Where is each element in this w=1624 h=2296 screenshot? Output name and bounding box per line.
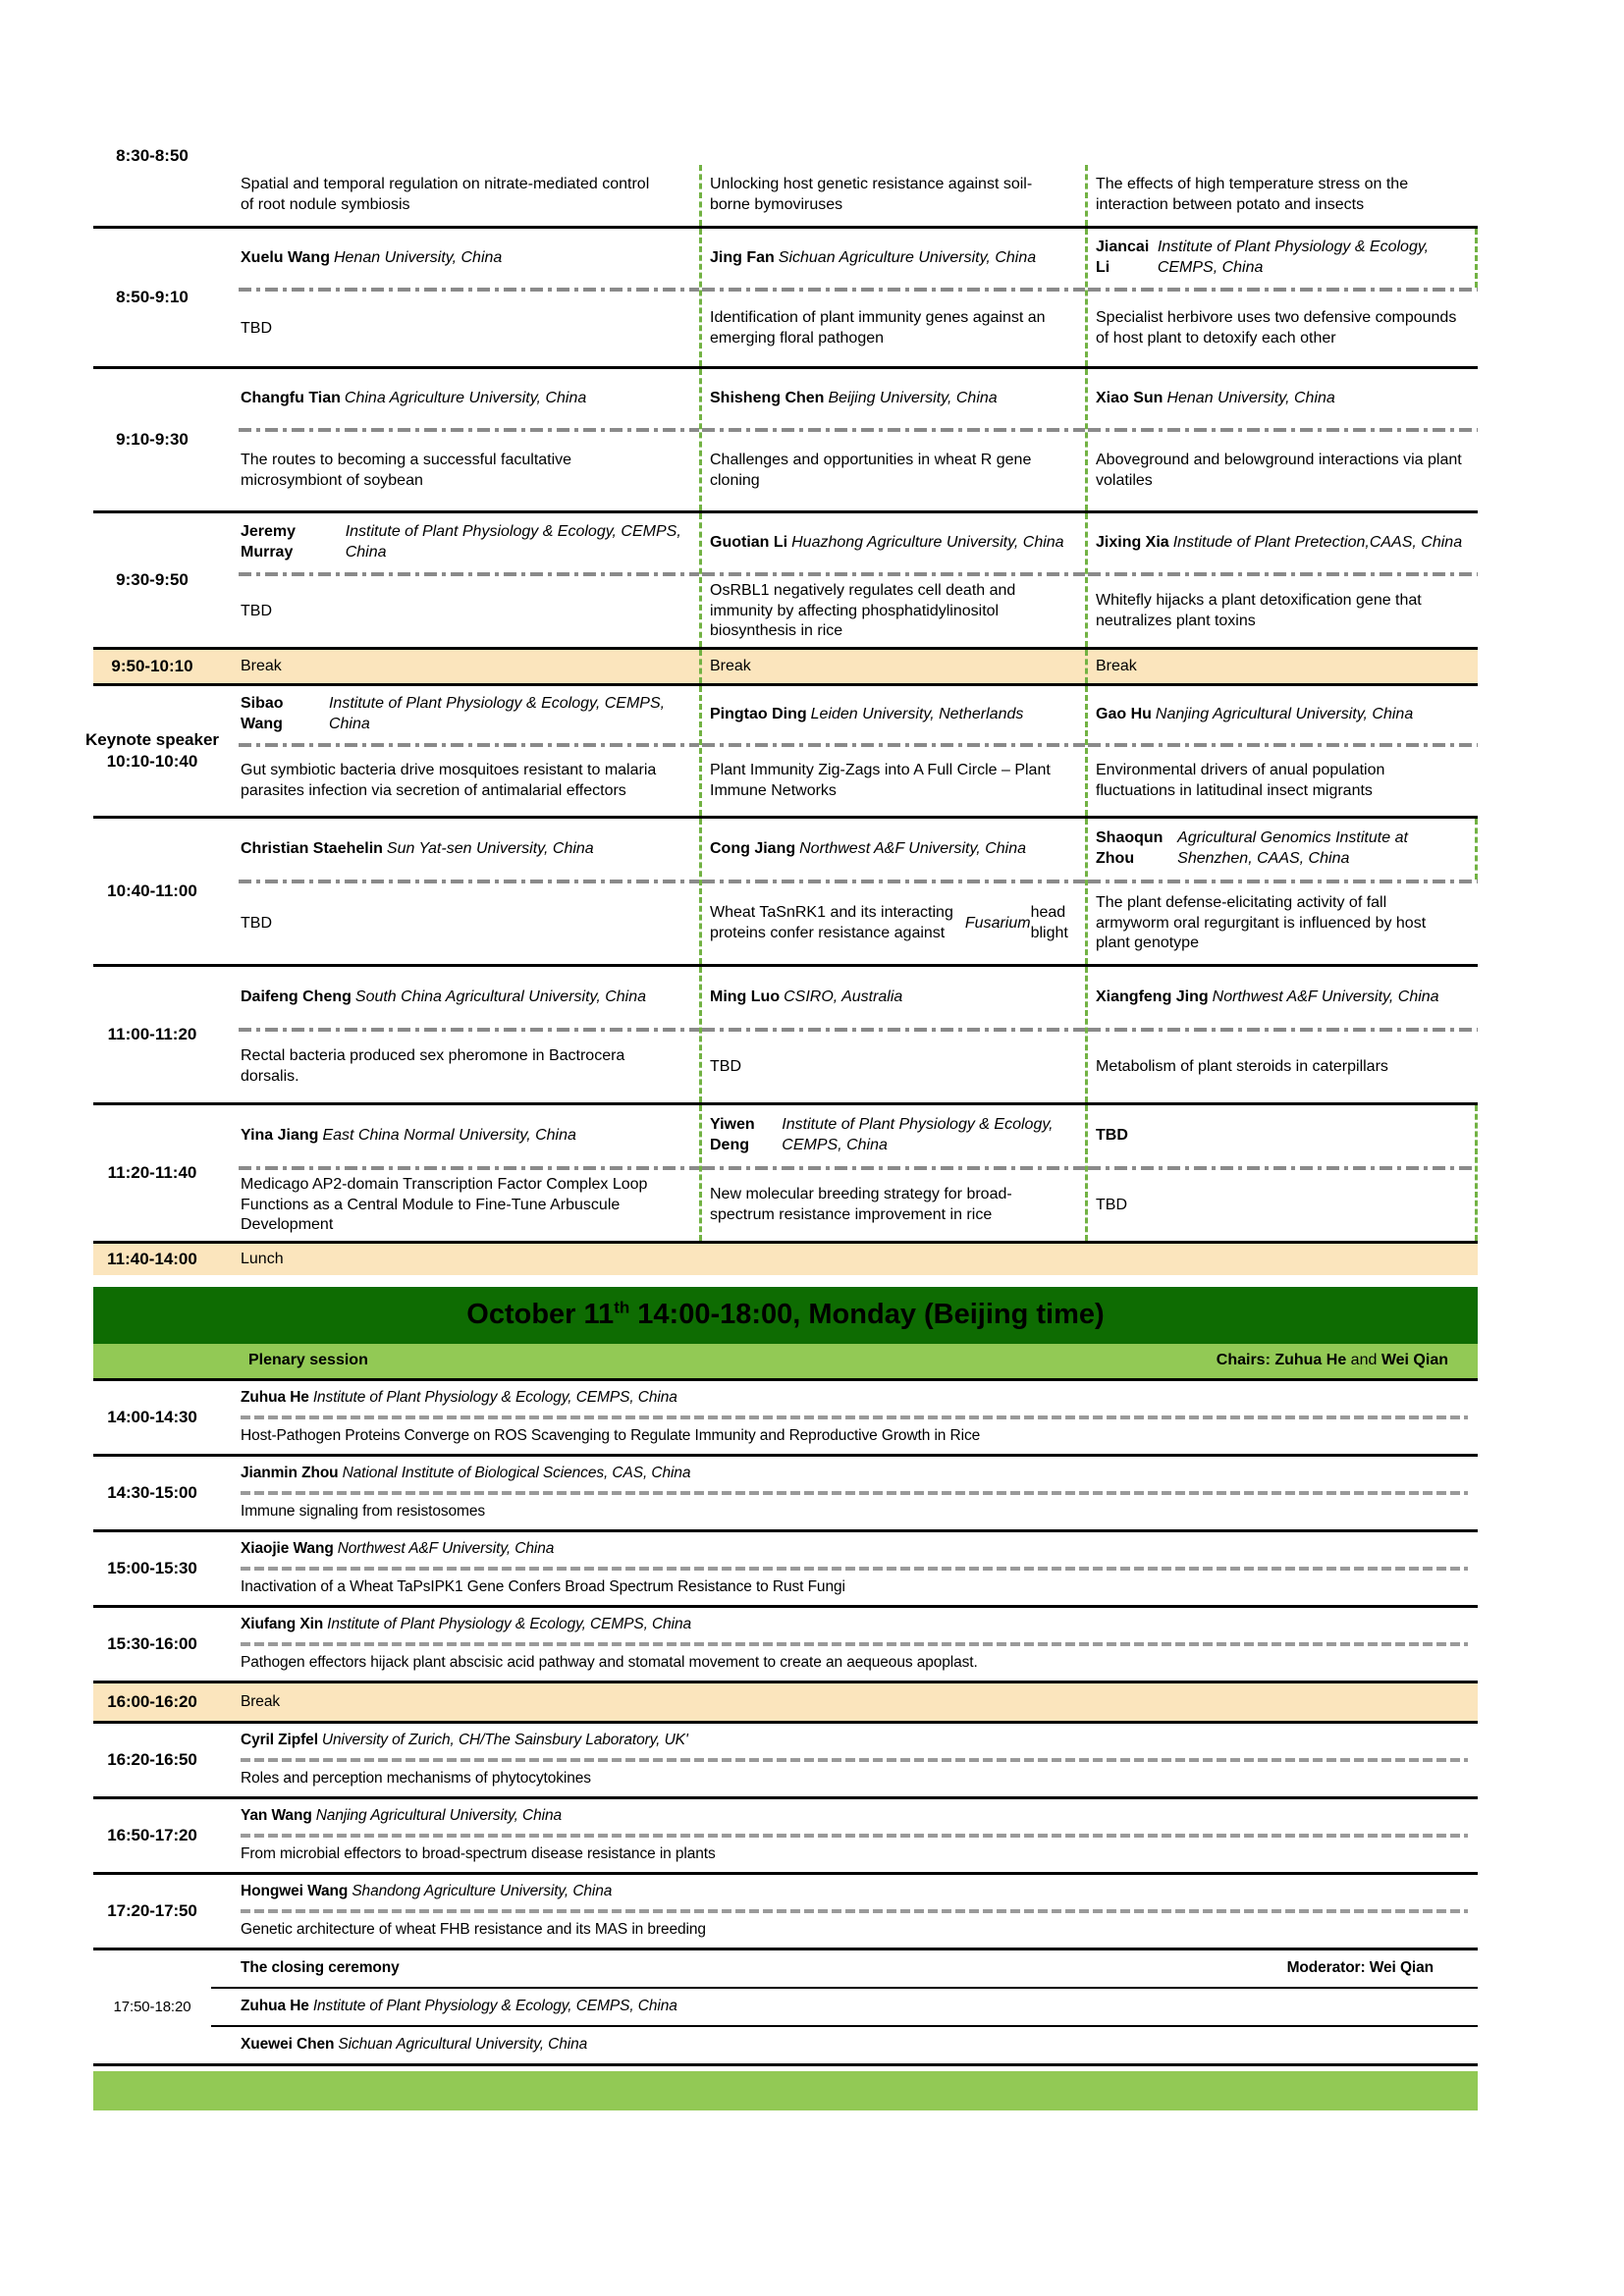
speaker xyxy=(1088,1105,1475,1166)
speaker-affiliation: Institute of Plant Physiology & Ecology, CEMPS, China xyxy=(1157,239,1430,276)
speaker-affiliation: Institute of Plant Physiology & Ecology, CEMPS, China xyxy=(345,523,681,561)
session2-cell xyxy=(699,132,1085,226)
table-row xyxy=(93,1105,1478,1244)
session2-cell xyxy=(699,967,1085,1102)
talk-title: Challenges and opportunities in wheat R gene cloning xyxy=(710,452,1032,489)
speaker-affiliation: Institute of Plant Physiology & Ecology, CEMPS, China xyxy=(312,1998,677,2015)
time-slot: 9:30-9:50 xyxy=(116,569,189,589)
talk-title: From microbial effectors to broad-spectrum disease resistance in plants xyxy=(241,1845,716,1863)
speaker-name: Jeremy Murray xyxy=(241,523,297,561)
speaker-affiliation: Institude of Plant Pretection,CAAS, China xyxy=(1172,533,1463,551)
speaker-affiliation: National Institute of Biological Sciences, CAS, China xyxy=(342,1465,691,1482)
time-slot: 8:30-8:50 xyxy=(116,146,189,165)
speaker xyxy=(241,1724,1468,1758)
talk-title: Specialist herbivore uses two defensive compounds of host plant to detoxify each other xyxy=(1096,309,1457,347)
break-label: Break xyxy=(1085,650,1478,683)
speaker-name: Xiao Sun xyxy=(1096,389,1164,406)
talk-title: Rectal bacteria produced sex pheromone in Bactrocera dorsalis. xyxy=(241,1047,625,1085)
speaker-name: Changfu Tian xyxy=(241,389,341,406)
plenary-cell xyxy=(211,1532,1478,1605)
speaker xyxy=(702,819,1085,880)
speaker-name: Christian Staehelin xyxy=(241,839,383,857)
speaker-affiliation: Nanjing Agricultural University, China xyxy=(315,1807,563,1825)
talk-title: Pathogen effectors hijack plant abscisic acid pathway and stomatal movement to create an aequeous apoplast. xyxy=(241,1654,978,1672)
talk-title: The routes to becoming a successful facultative microsymbiont of soybean xyxy=(241,452,572,489)
session2-cell xyxy=(699,686,1085,816)
speaker-name: Daifeng Cheng xyxy=(241,988,352,1005)
lunch-row xyxy=(93,1244,1478,1275)
speaker-name: Cong Jiang xyxy=(710,839,796,857)
table-row xyxy=(93,229,1478,369)
time-slot: 11:00-11:20 xyxy=(107,1024,197,1043)
plenary-cell xyxy=(211,1799,1478,1872)
speaker-affiliation: University of Zurich, CH/The Sainsbury Laboratory, UK' xyxy=(321,1732,688,1749)
closing-body xyxy=(211,1950,1478,2063)
session3-cell xyxy=(1085,819,1478,964)
session3-cell xyxy=(1085,686,1478,816)
speaker-name: Zuhua He xyxy=(241,1998,309,2015)
lunch-label: Lunch xyxy=(241,1250,284,1267)
speaker-name: Xiaojie Wang xyxy=(241,1540,334,1558)
talk-title: Roles and perception mechanisms of phytocytokines xyxy=(241,1770,591,1788)
session3-cell xyxy=(1085,369,1478,510)
speaker xyxy=(211,1105,699,1166)
session3-cell xyxy=(1085,513,1478,647)
speaker-name: Sibao Wang xyxy=(241,695,284,732)
speaker xyxy=(702,1105,1085,1166)
speaker-affiliation: Institute of Plant Physiology & Ecology, CEMPS, China xyxy=(328,695,666,732)
talk-title: Medicago AP2-domain Transcription Factor Complex Loop Functions as a Central Module to Fine-Tune Arbuscule Development xyxy=(241,1175,648,1234)
speaker xyxy=(702,229,1085,288)
break-row xyxy=(93,650,1478,686)
chairs-label: Chairs: Zuhua He and Wei Qian xyxy=(1216,1352,1448,1369)
talk-title: Identification of plant immunity genes against an emerging floral pathogen xyxy=(710,309,1046,347)
table-row xyxy=(93,132,1478,229)
speaker-affiliation: CSIRO, Australia xyxy=(784,988,903,1005)
break-row xyxy=(93,1683,1478,1724)
talk-title: Genetic architecture of wheat FHB resistance and its MAS in breeding xyxy=(241,1921,706,1939)
table-row-keynote xyxy=(84,686,1478,819)
time-slot: 14:00-14:30 xyxy=(107,1407,197,1426)
talk-title: OsRBL1 negatively regulates cell death and immunity by affecting phosphatidylinositol biosynthesis in rice xyxy=(710,581,1016,640)
plenary-cell xyxy=(211,1381,1478,1454)
speaker-name: Ming Luo xyxy=(710,988,781,1005)
time-slot: 15:30-16:00 xyxy=(107,1633,197,1653)
speaker-affiliation: Northwest A&F University, China xyxy=(1212,988,1439,1005)
talk-title: Host-Pathogen Proteins Converge on ROS Scavenging to Regulate Immunity and Reproductive Growth in Rice xyxy=(241,1427,981,1445)
talk-title: Aboveground and belowground interactions via plant volatiles xyxy=(1096,452,1462,489)
speaker-highlighted xyxy=(1088,819,1478,880)
speaker-affiliation: China Agriculture University, China xyxy=(344,389,587,406)
speaker-name: Shisheng Chen xyxy=(710,389,825,406)
speaker xyxy=(1088,513,1478,572)
speaker xyxy=(211,686,699,743)
speaker-affiliation: Henan University, China xyxy=(333,248,503,266)
session1-cell xyxy=(211,369,699,510)
speaker xyxy=(702,967,1085,1028)
closing-speaker xyxy=(211,1987,1478,2025)
speaker-affiliation: Sun Yat-sen University, China xyxy=(386,839,594,857)
break-label: Break xyxy=(241,1692,280,1710)
talk-title: Environmental drivers of anual population fluctuations in latitudinal insect migrants xyxy=(1096,762,1385,799)
talk-title: New molecular breeding strategy for broad-spectrum resistance improvement in rice xyxy=(710,1186,1012,1223)
session1-cell xyxy=(211,132,699,226)
plenary-row xyxy=(93,1724,1478,1799)
closing-title-row xyxy=(211,1950,1478,1987)
time-slot: 16:20-16:50 xyxy=(107,1749,197,1769)
time-slot: 10:40-11:00 xyxy=(107,881,197,900)
speaker-name: Xuewei Chen xyxy=(241,2036,335,2054)
talk-title: Spatial and temporal regulation on nitrate-mediated control of root nodule symbiosis xyxy=(241,176,650,213)
speaker-name: Shaoqun Zhou xyxy=(1096,829,1164,867)
closing-section xyxy=(93,1950,1478,2066)
plenary-cell xyxy=(211,1608,1478,1681)
talk-title: Gut symbiotic bacteria drive mosquitoes resistant to malaria parasites infection via secretion of antimalarial effectors xyxy=(241,762,657,799)
speaker-name: Zuhua He xyxy=(241,1389,309,1407)
footer-bar xyxy=(93,2071,1478,2110)
speaker xyxy=(702,513,1085,572)
session3-cell xyxy=(1085,132,1478,226)
speaker-name: Jiancai Li xyxy=(1096,239,1150,276)
talk-title: TBD xyxy=(1096,1196,1127,1213)
morning-table xyxy=(84,132,1478,1275)
time-slot: 9:10-9:30 xyxy=(116,429,189,449)
time-slot: 15:00-15:30 xyxy=(107,1558,197,1577)
time-slot: 11:40-14:00 xyxy=(107,1249,197,1268)
speaker-name: Yan Wang xyxy=(241,1807,312,1825)
time-slot: 8:50-9:10 xyxy=(116,287,189,306)
table-row xyxy=(93,967,1478,1105)
speaker-name: Guotian Li xyxy=(710,533,788,551)
plenary-row xyxy=(93,1532,1478,1608)
speaker xyxy=(211,369,699,428)
session2-cell xyxy=(699,819,1085,964)
speaker-affiliation: Henan University, China xyxy=(1166,389,1335,406)
talk-title: Whitefly hijacks a plant detoxification gene that neutralizes plant toxins xyxy=(1096,592,1422,629)
plenary-session-label: Plenary session xyxy=(248,1352,368,1369)
time-slot: 9:50-10:10 xyxy=(111,656,193,675)
talk-title: TBD xyxy=(241,914,272,932)
break-label: Break xyxy=(699,650,1085,683)
session1-cell xyxy=(211,1105,699,1241)
session-header-title: October 11th 14:00-18:00, Monday (Beijing time) xyxy=(466,1298,1105,1331)
table-row xyxy=(93,369,1478,513)
speaker xyxy=(241,1608,1468,1642)
break-label: Break xyxy=(241,657,282,674)
speaker-name: Pingtao Ding xyxy=(710,705,807,722)
speaker xyxy=(702,686,1085,743)
speaker xyxy=(241,1532,1468,1567)
speaker xyxy=(211,819,699,880)
plenary-cell xyxy=(211,1875,1478,1948)
speaker-name: Yina Jiang xyxy=(241,1126,319,1144)
speaker-affiliation: Sichuan Agricultural University, China xyxy=(338,2036,588,2054)
session1-cell xyxy=(211,967,699,1102)
speaker-name: Xiufang Xin xyxy=(241,1616,324,1633)
session1-cell xyxy=(211,819,699,964)
time-slot: 16:50-17:20 xyxy=(107,1825,197,1844)
speaker xyxy=(241,1457,1468,1491)
time-slot: 17:20-17:50 xyxy=(107,1900,197,1920)
plenary-row xyxy=(93,1799,1478,1875)
plenary-row xyxy=(93,1608,1478,1683)
time-slot: 14:30-15:00 xyxy=(107,1482,197,1502)
speaker-affiliation: Beijing University, China xyxy=(828,389,998,406)
speaker-name: Xiangfeng Jing xyxy=(1096,988,1209,1005)
speaker-affiliation: Northwest A&F University, China xyxy=(337,1540,555,1558)
time-slot: 16:00-16:20 xyxy=(107,1691,197,1711)
speaker-affiliation: East China Normal University, China xyxy=(322,1126,576,1144)
speaker-affiliation: Northwest A&F University, China xyxy=(799,839,1026,857)
plenary-cell xyxy=(211,1457,1478,1529)
talk-title: Metabolism of plant steroids in caterpillars xyxy=(1096,1057,1388,1075)
speaker-affiliation: Sichuan Agriculture University, China xyxy=(778,248,1037,266)
speaker xyxy=(241,1875,1468,1909)
table-row xyxy=(93,819,1478,967)
talk-title: Unlocking host genetic resistance against soil-borne bymoviruses xyxy=(699,165,1085,226)
plenary-table xyxy=(93,1381,1478,2066)
speaker-name: Hongwei Wang xyxy=(241,1883,349,1900)
chairs-bar xyxy=(93,1344,1478,1381)
speaker-affiliation: Agricultural Genomics Institute at Shenzhen, CAAS, China xyxy=(1177,829,1408,867)
speaker xyxy=(1088,967,1478,1028)
plenary-row xyxy=(93,1381,1478,1457)
speaker-affiliation: Leiden University, Netherlands xyxy=(810,705,1024,722)
speaker xyxy=(702,369,1085,428)
session-header-bar xyxy=(93,1287,1478,1344)
session2-cell xyxy=(699,513,1085,647)
speaker-name: Yiwen Deng xyxy=(710,1116,755,1153)
talk-title: The effects of high temperature stress on the interaction between potato and insects xyxy=(1085,165,1478,226)
speaker-name: Xuelu Wang xyxy=(241,248,330,266)
time-slot: 11:20-11:40 xyxy=(107,1162,197,1182)
speaker-name: Gao Hu xyxy=(1096,705,1152,722)
session1-cell xyxy=(211,513,699,647)
talk-title: Plant Immunity Zig-Zags into A Full Circle – Plant Immune Networks xyxy=(710,762,1051,799)
session2-cell xyxy=(699,1105,1085,1241)
session3-cell xyxy=(1085,967,1478,1102)
session3-cell xyxy=(1085,229,1478,366)
speaker-name: Jixing Xia xyxy=(1096,533,1169,551)
speaker xyxy=(1088,369,1478,428)
time-slot: 17:50-18:20 xyxy=(113,1998,191,2015)
session2-cell xyxy=(699,229,1085,366)
speaker-name: Cyril Zipfel xyxy=(241,1732,318,1749)
speaker-affiliation: Institute of Plant Physiology & Ecology, CEMPS, China xyxy=(312,1389,677,1407)
talk-title: Inactivation of a Wheat TaPsIPK1 Gene Confers Broad Spectrum Resistance to Rust Fungi xyxy=(241,1578,845,1596)
talk-title: Wheat TaSnRK1 and its interacting proteins confer resistance against Fusarium head blight xyxy=(710,904,1068,941)
speaker xyxy=(241,1381,1468,1415)
keynote-label: Keynote speaker xyxy=(84,729,220,749)
plenary-row xyxy=(93,1457,1478,1532)
speaker xyxy=(211,513,699,572)
closing-speaker xyxy=(211,2025,1478,2063)
speaker-name: Jianmin Zhou xyxy=(241,1465,339,1482)
speaker-affiliation: Nanjing Agricultural University, China xyxy=(1155,705,1414,722)
speaker-affiliation: Institute of Plant Physiology & Ecology, CEMPS, China xyxy=(327,1616,692,1633)
talk-title: TBD xyxy=(710,1057,741,1075)
talk-title: The plant defense-elicitating activity of fall armyworm oral regurgitant is influenced by host plant genotype xyxy=(1096,893,1427,952)
moderator-label: Moderator: Wei Qian xyxy=(1286,1959,1434,1977)
plenary-row xyxy=(93,1875,1478,1950)
speaker-affiliation: Institute of Plant Physiology & Ecology, CEMPS, China xyxy=(782,1116,1054,1153)
session2-cell xyxy=(699,369,1085,510)
speaker xyxy=(211,967,699,1028)
talk-title: TBD xyxy=(241,602,272,619)
speaker-name: TBD xyxy=(1096,1126,1128,1144)
speaker-affiliation: Shandong Agriculture University, China xyxy=(352,1883,613,1900)
time-slot: Keynote speaker 10:10-10:40 xyxy=(84,729,220,771)
speaker xyxy=(241,1799,1468,1834)
speaker-affiliation: South China Agricultural University, China xyxy=(354,988,647,1005)
speaker xyxy=(1088,686,1478,743)
session1-cell xyxy=(211,686,699,816)
speaker-highlighted xyxy=(1088,229,1478,288)
speaker xyxy=(211,229,699,288)
speaker-name: Jing Fan xyxy=(710,248,775,266)
session1-cell xyxy=(211,229,699,366)
session3-cell-highlighted xyxy=(1085,1105,1478,1241)
talk-title: Immune signaling from resistosomes xyxy=(241,1503,485,1521)
table-row xyxy=(93,513,1478,650)
talk-title: TBD xyxy=(241,319,272,337)
speaker-affiliation: Huazhong Agriculture University, China xyxy=(791,533,1064,551)
closing-title: The closing ceremony xyxy=(241,1959,400,1977)
plenary-cell xyxy=(211,1724,1478,1796)
